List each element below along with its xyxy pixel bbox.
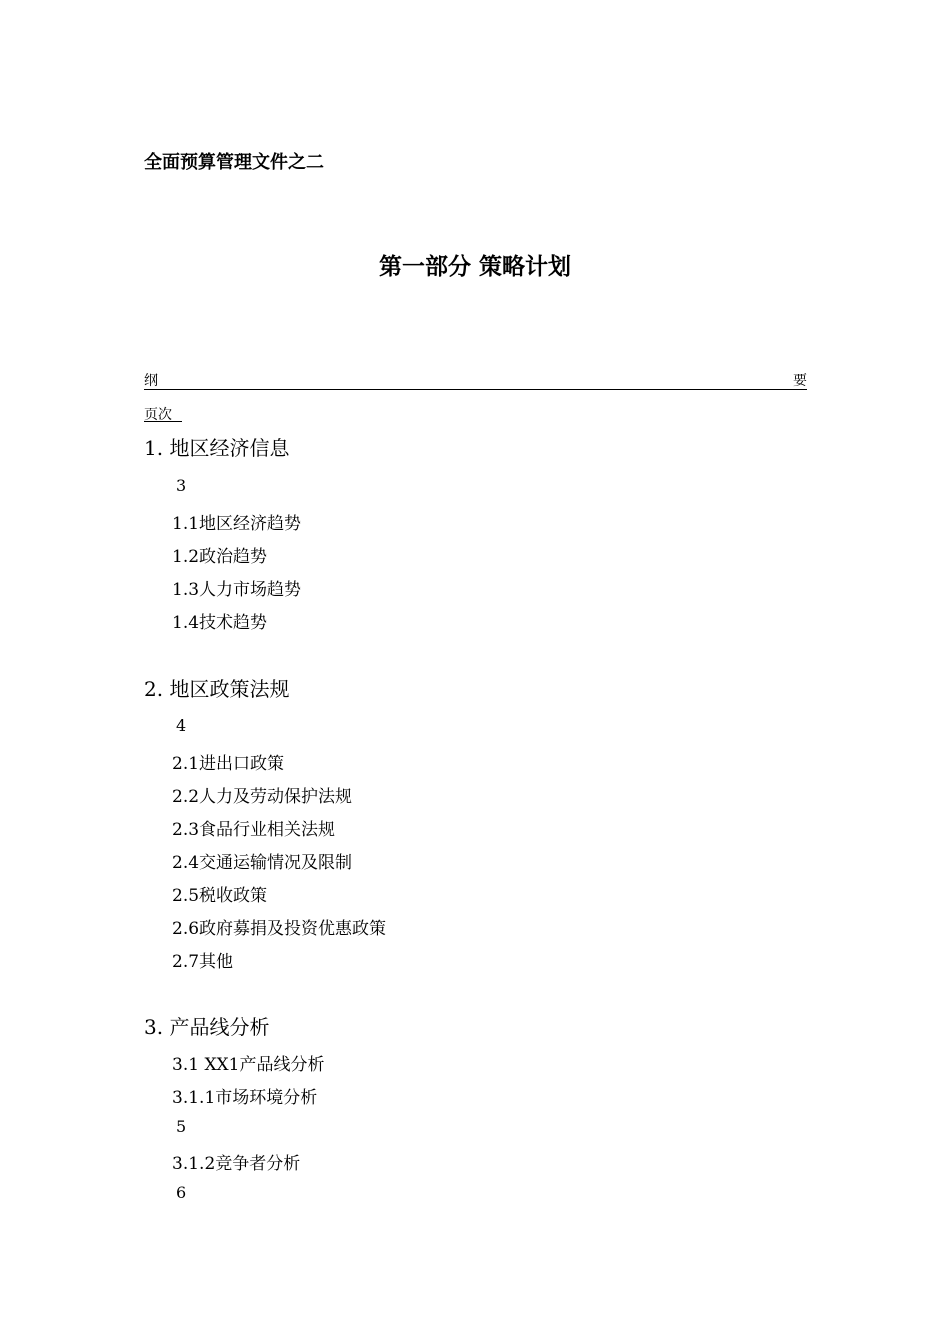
toc-item: 1.4技术趋势 xyxy=(172,613,268,633)
toc-item: 3.1.1市场环境分析 xyxy=(172,1088,318,1108)
toc-item: 1.2政治趋势 xyxy=(172,547,268,567)
toc-page-label: 页次 xyxy=(144,407,172,423)
part-title: 第一部分 策略计划 xyxy=(378,254,571,280)
toc-item: 2.2人力及劳动保护法规 xyxy=(172,787,353,807)
toc-header-rule xyxy=(144,389,807,390)
toc-item: 1.3人力市场趋势 xyxy=(172,580,302,600)
toc-item: 2.6政府募捐及投资优惠政策 xyxy=(172,919,387,939)
section-page-number: 4 xyxy=(176,716,187,735)
toc-item: 3.1 XX1产品线分析 xyxy=(172,1055,325,1075)
section-title: 3. 产品线分析 xyxy=(144,1015,270,1039)
section-page-number: 6 xyxy=(176,1183,187,1202)
document-label: 全面预算管理文件之二 xyxy=(144,152,324,173)
toc-page-label-underline xyxy=(144,421,182,422)
section-title: 1. 地区经济信息 xyxy=(144,436,290,460)
toc-header-right: 要 xyxy=(793,373,807,389)
toc-item: 2.1进出口政策 xyxy=(172,754,285,774)
toc-header-left: 纲 xyxy=(144,373,158,389)
toc-item: 2.5税收政策 xyxy=(172,886,268,906)
toc-item: 2.3食品行业相关法规 xyxy=(172,820,336,840)
toc-item: 2.4交通运输情况及限制 xyxy=(172,853,353,873)
section-page-number: 3 xyxy=(176,476,187,495)
toc-item: 2.7其他 xyxy=(172,952,234,972)
section-title: 2. 地区政策法规 xyxy=(144,677,290,701)
section-page-number: 5 xyxy=(176,1117,187,1136)
toc-item: 1.1地区经济趋势 xyxy=(172,514,302,534)
toc-item: 3.1.2竞争者分析 xyxy=(172,1154,301,1174)
